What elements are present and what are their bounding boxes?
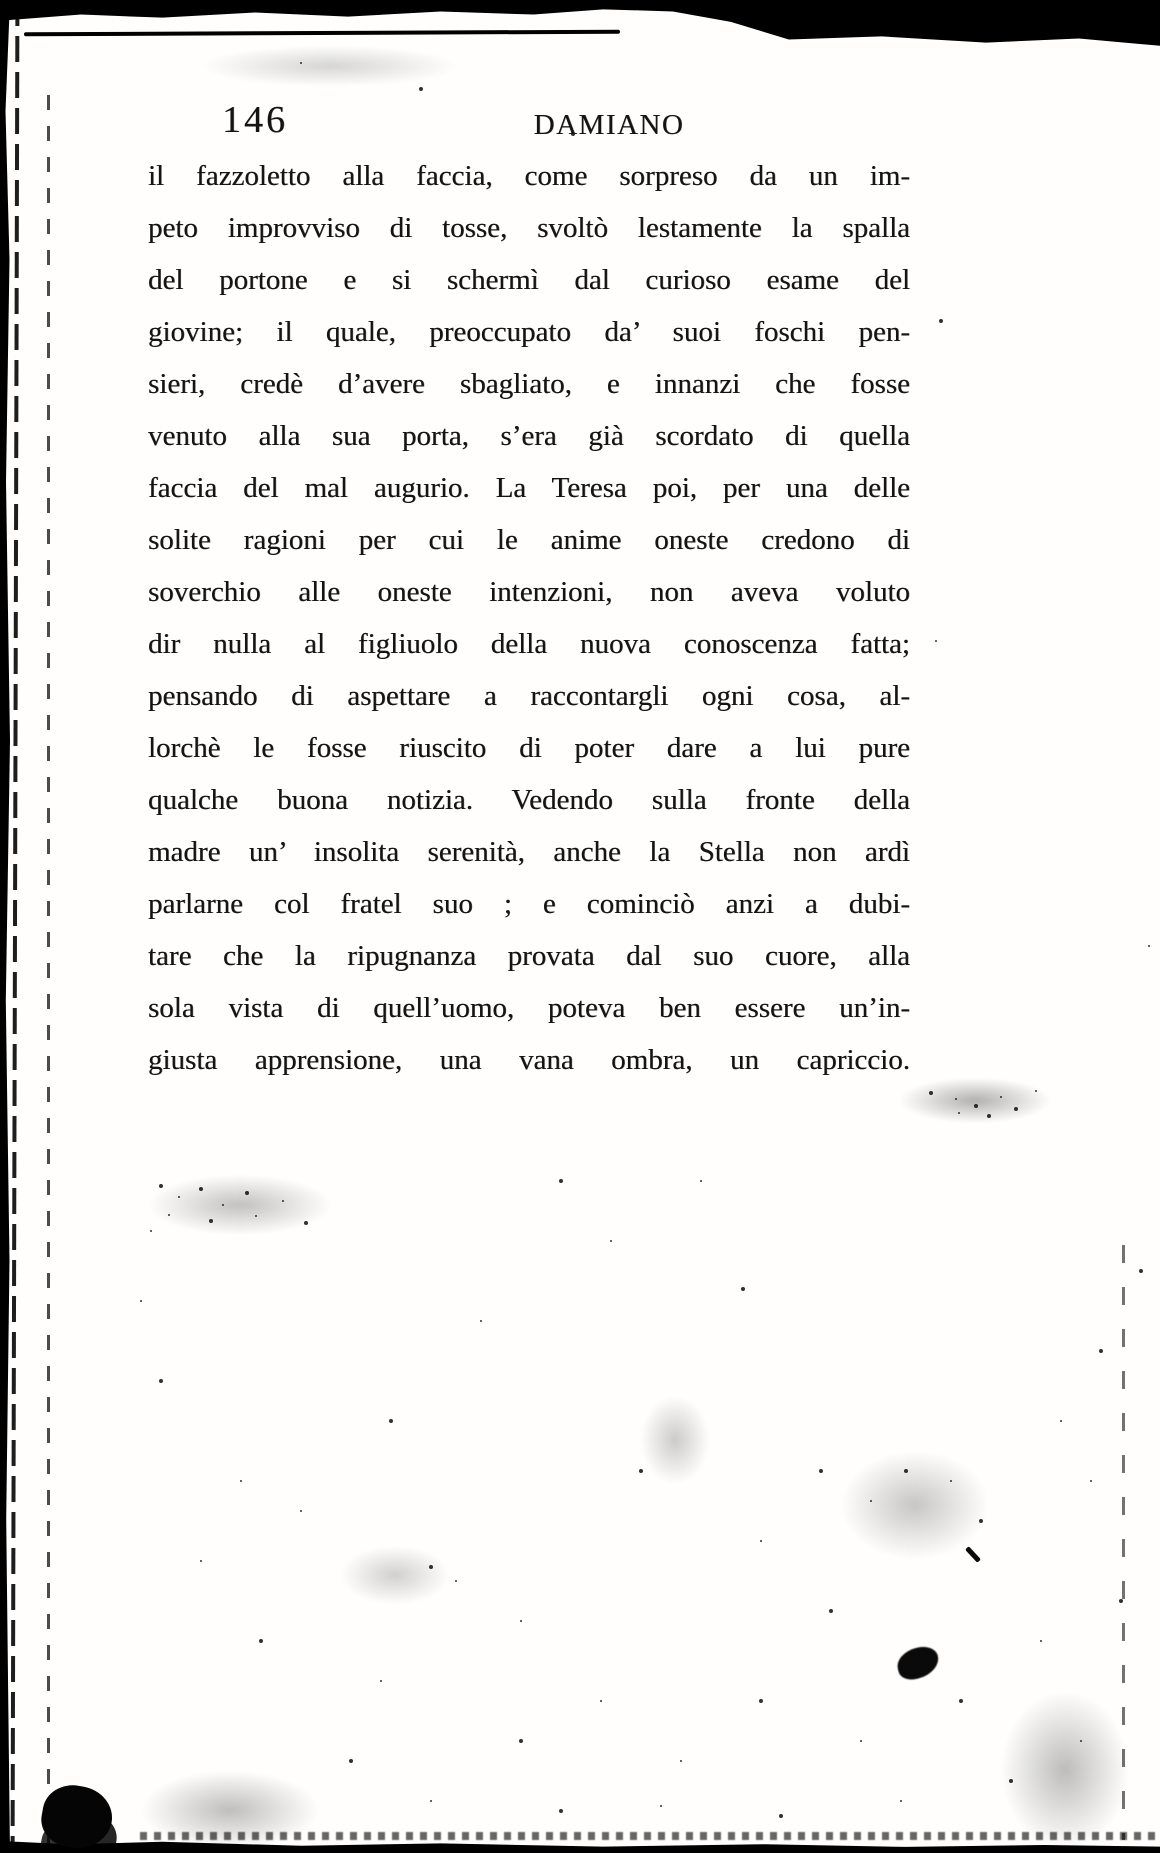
scan-binding-line-outer xyxy=(47,95,50,1853)
body-text xyxy=(148,150,910,1086)
text-line: lorchè le fosse riuscito di poter dare a lui pure xyxy=(148,732,910,764)
text-line: qualche buona notizia. Vedendo sulla fronte della xyxy=(148,784,910,816)
text-line: peto improvviso di tosse, svoltò lestamente la spalla xyxy=(148,212,910,244)
text-line: parlarne col fratel suo ; e cominciò anzi a dubi- xyxy=(148,888,910,920)
scan-binding-line-inner xyxy=(11,0,20,1853)
text-line: sieri, credè d’avere sbagliato, e innanzi che fosse xyxy=(148,368,910,400)
text-line: soverchio alle oneste intenzioni, non aveva voluto xyxy=(148,576,910,608)
scan-smudge xyxy=(840,1450,990,1560)
page-number: 146 xyxy=(222,99,288,141)
scan-top-edge-line xyxy=(24,30,620,37)
text-line: giusta apprensione, una vana ombra, un capriccio. xyxy=(148,1044,910,1076)
text-line: madre un’ insolita serenità, anche la Stella non ardì xyxy=(148,836,910,868)
text-line: solite ragioni per cui le anime oneste credono di xyxy=(148,524,910,556)
scan-smudge xyxy=(900,1078,1050,1123)
text-line: faccia del mal augurio. La Teresa poi, per una delle xyxy=(148,472,910,504)
scan-speckles xyxy=(0,0,2,2)
text-line: giovine; il quale, preoccupato da’ suoi foschi pen- xyxy=(148,316,910,348)
text-line: tare che la ripugnanza provata dal suo cuore, alla xyxy=(148,940,910,972)
text-line: venuto alla sua porta, s’era già scordato di quella xyxy=(148,420,910,452)
scan-smudge xyxy=(340,1545,450,1605)
text-line: dir nulla al figliuolo della nuova conoscenza fatta; xyxy=(148,628,910,660)
running-title: DAMIANO xyxy=(533,109,685,141)
scan-top-edge-band xyxy=(0,0,1160,52)
scan-binding-strip xyxy=(0,0,10,1853)
text-line: del portone e si schermì dal curioso esame del xyxy=(148,264,910,296)
scan-smudge xyxy=(200,45,460,87)
text-line: sola vista di quell’uomo, poteva ben essere un’in- xyxy=(148,992,910,1024)
text-line: il fazzoletto alla faccia, come sorpreso da un im- xyxy=(148,160,910,192)
text-line: pensando di aspettare a raccontargli ogni cosa, al- xyxy=(148,680,910,712)
scan-smudge xyxy=(1000,1690,1130,1850)
ink-blot-mid-right xyxy=(894,1643,942,1683)
scan-smudge xyxy=(150,1175,330,1235)
scan-smudge xyxy=(640,1395,710,1485)
scan-smudge xyxy=(140,1770,320,1850)
